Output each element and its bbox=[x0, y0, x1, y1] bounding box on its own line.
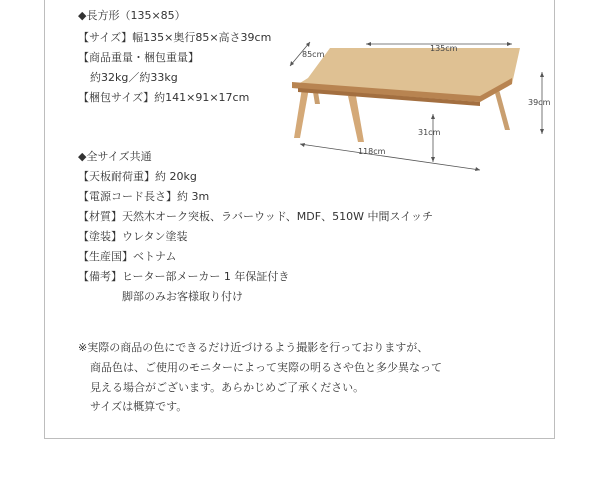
size-spec: 【サイズ】幅135×奥行85×高さ39cm bbox=[78, 31, 272, 44]
table-leg-front-right bbox=[348, 96, 364, 142]
table-leg-front-left bbox=[294, 88, 309, 138]
finish-spec: 【塗装】ウレタン塗装 bbox=[78, 230, 188, 243]
disclaimer-line-3: 見える場合がございます。あらかじめご了承ください。 bbox=[90, 381, 365, 394]
common-heading: ◆全サイズ共通 bbox=[78, 150, 152, 163]
height-label: 39cm bbox=[528, 98, 551, 107]
origin-spec: 【生産国】ベトナム bbox=[78, 250, 177, 263]
package-size-spec: 【梱包サイズ】約141×91×17cm bbox=[78, 91, 250, 104]
weight-value: 約32kg／約33kg bbox=[90, 71, 178, 84]
notes-spec-cont: 脚部のみお客様取り付け bbox=[122, 290, 243, 303]
depth-label: 85cm bbox=[302, 50, 325, 59]
table-dimension-illustration bbox=[280, 30, 560, 180]
disclaimer-line-4: サイズは概算です。 bbox=[90, 400, 188, 413]
leg-span-label: 118cm bbox=[358, 147, 386, 156]
shape-heading: ◆長方形（135×85） bbox=[78, 9, 186, 22]
disclaimer-line-1: ※実際の商品の色にできるだけ近づけるよう撮影を行っておりますが、 bbox=[78, 341, 429, 354]
disclaimer-line-2: 商品色は、ご使用のモニターによって実際の明るさや色と多少異なって bbox=[90, 361, 442, 374]
clearance-label: 31cm bbox=[418, 128, 441, 137]
load-spec: 【天板耐荷重】約 20kg bbox=[78, 170, 197, 183]
cord-spec: 【電源コード長さ】約 3m bbox=[78, 190, 210, 203]
width-label: 135cm bbox=[430, 44, 458, 53]
material-spec: 【材質】天然木オーク突板、ラバーウッド、MDF、510W 中間スイッチ bbox=[78, 210, 434, 223]
weight-label: 【商品重量・梱包重量】 bbox=[78, 51, 199, 64]
notes-spec: 【備考】ヒーター部メーカー 1 年保証付き bbox=[78, 270, 290, 283]
